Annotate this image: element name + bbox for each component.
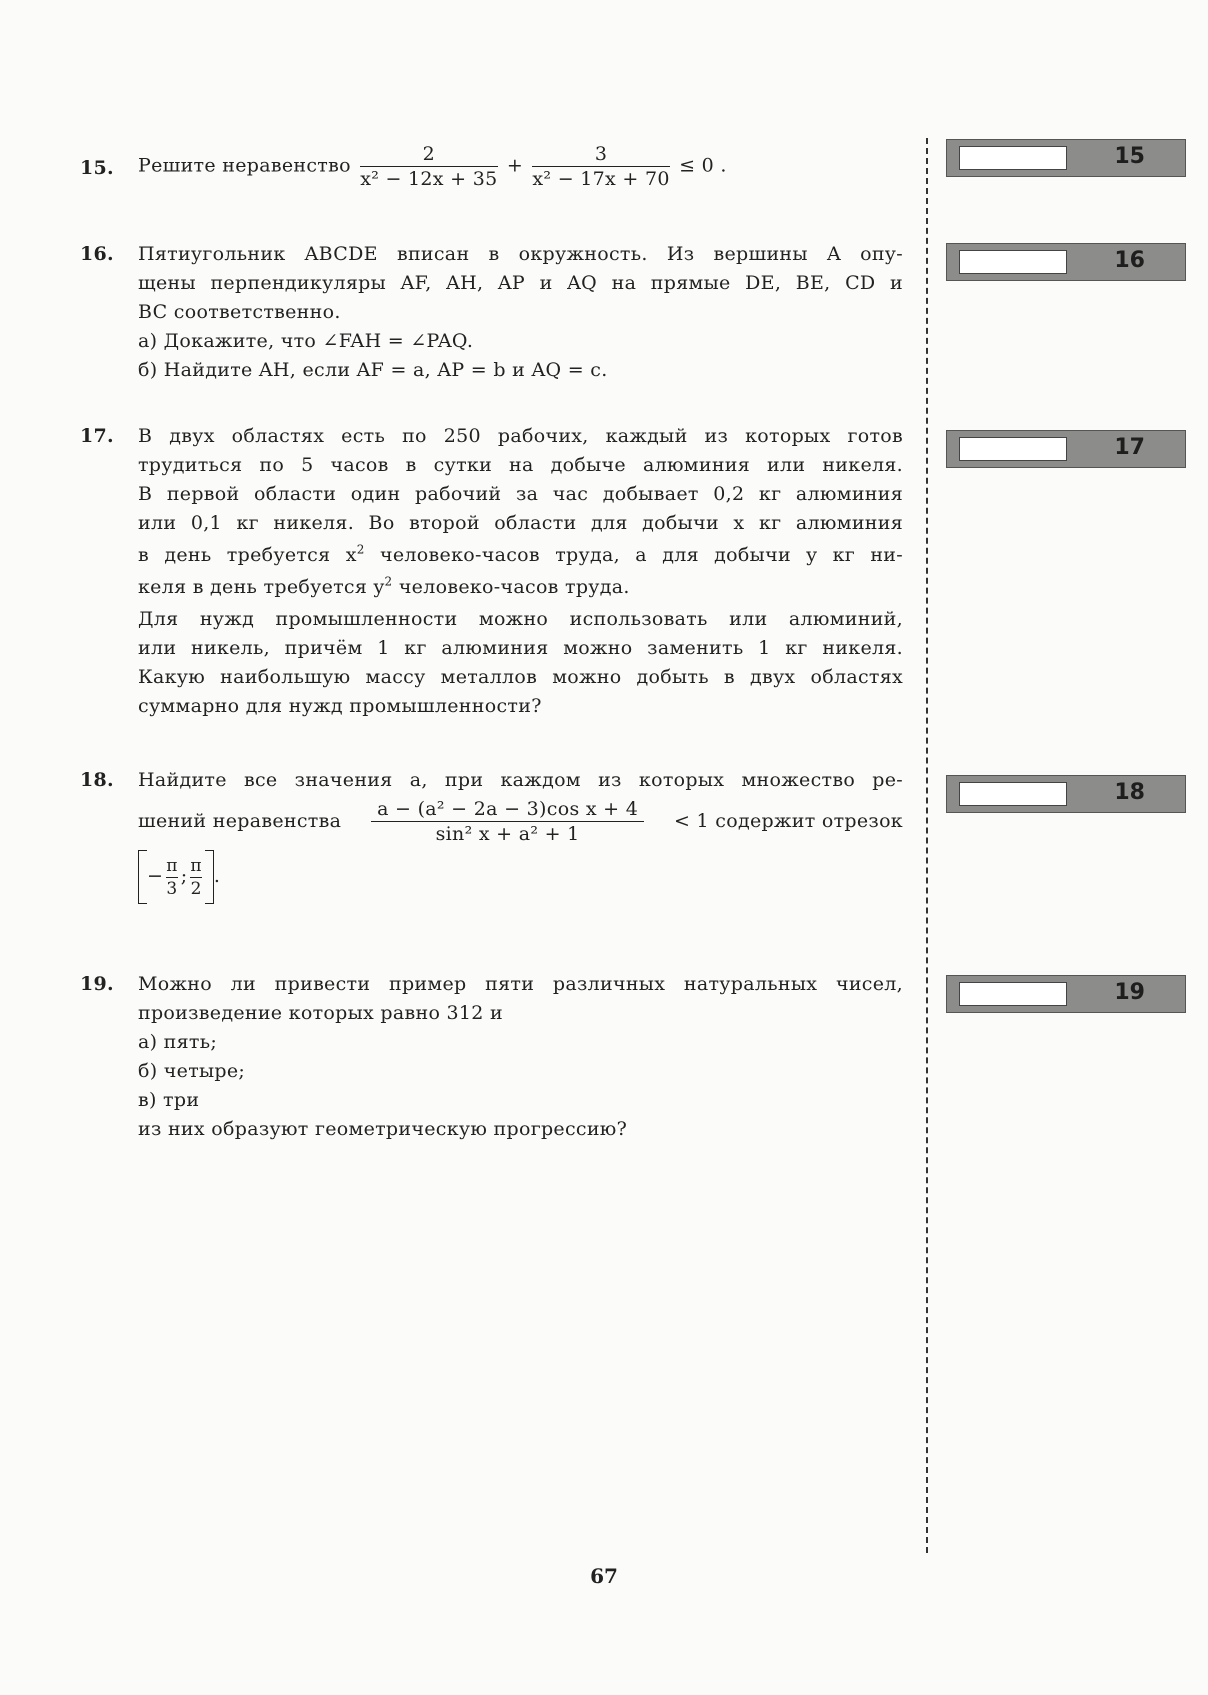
answer-box-16 [946, 243, 1186, 281]
problem-number: 15. [80, 157, 114, 179]
fraction-2 [532, 142, 669, 191]
exponent: 2 [384, 574, 393, 589]
problem-number: 19. [80, 973, 114, 995]
page-number: 67 [590, 1564, 618, 1588]
inequality-line [138, 797, 903, 846]
answer-field[interactable] [959, 250, 1067, 274]
problem-number: 17. [80, 425, 114, 447]
fraction-denominator: x² − 12x + 35 [360, 168, 498, 190]
problem-line: Для нужд промышленности можно использовать или алюминий, [138, 608, 903, 630]
fraction-numerator: π [190, 855, 202, 876]
interval-right [190, 855, 201, 900]
exponent: 2 [356, 542, 365, 557]
fraction-1 [360, 142, 497, 191]
interval-left [166, 855, 177, 900]
inequality-fraction [371, 797, 644, 846]
fraction-numerator: 2 [422, 143, 436, 165]
problem-body [138, 240, 903, 385]
text-fragment: человеко-часов труда. [392, 576, 630, 598]
problem-body [138, 766, 903, 904]
problem-body [138, 970, 903, 1144]
problem-line: Найдите все значения a, при каждом из которых множество ре- [138, 769, 903, 791]
problem-line: BC соответственно. [138, 301, 341, 323]
left-bracket [138, 850, 147, 904]
problem-line [138, 573, 903, 602]
part-a: а) Докажите, что ∠FAH = ∠PAQ. [138, 330, 474, 352]
problem-line [138, 541, 903, 570]
text-fragment: шений неравенства [138, 810, 342, 832]
answer-box-label: 18 [1114, 780, 1145, 805]
fraction-numerator: a − (a² − 2a − 3)cos x + 4 [377, 798, 639, 820]
fraction-denominator: 3 [166, 878, 178, 899]
problem-body [138, 422, 903, 721]
answer-field[interactable] [959, 146, 1067, 170]
problem-line: Пятиугольник ABCDE вписан в окружность. Из вершины A опу- [138, 243, 903, 265]
answer-box-17 [946, 430, 1186, 468]
answer-field[interactable] [959, 782, 1067, 806]
answer-box-label: 19 [1114, 980, 1145, 1005]
problem-text: Решите неравенство [138, 154, 351, 177]
text-fragment: в день требуется x [138, 544, 357, 566]
right-bracket [205, 850, 214, 904]
problem-line: или никель, причём 1 кг алюминия можно заменить 1 кг никеля. [138, 637, 903, 659]
problem-line: В двух областях есть по 250 рабочих, каждый из которых готов [138, 425, 903, 447]
text-fragment: человеко-часов труда, а для добычи y кг ни- [364, 544, 903, 566]
problem-line: из них образуют геометрическую прогрессию? [138, 1118, 628, 1140]
separator: ; [180, 865, 188, 887]
answer-box-label: 17 [1114, 435, 1145, 460]
minus-sign: − [147, 865, 164, 887]
answer-box-label: 16 [1114, 248, 1145, 273]
part-c: в) три [138, 1089, 200, 1111]
text-fragment: келя в день требуется y [138, 576, 385, 598]
problem-body [138, 142, 903, 191]
problem-line: Можно ли привести пример пяти различных натуральных чисел, [138, 973, 903, 995]
problem-line: трудиться по 5 часов в сутки на добыче алюминия или никеля. [138, 454, 903, 476]
answer-field[interactable] [959, 982, 1067, 1006]
text-fragment: < 1 содержит отрезок [673, 810, 903, 832]
fraction-denominator: x² − 17x + 70 [532, 168, 670, 190]
problem-number: 18. [80, 769, 114, 791]
answer-box-18 [946, 775, 1186, 813]
problem-line: щены перпендикуляры AF, AH, AP и AQ на прямые DE, BE, CD и [138, 272, 903, 294]
part-b: б) четыре; [138, 1060, 246, 1082]
problem-line: суммарно для нужд промышленности? [138, 695, 542, 717]
period: . [213, 865, 221, 887]
part-a: а) пять; [138, 1031, 218, 1053]
fraction-numerator: π [166, 855, 178, 876]
problem-line: В первой области один рабочий за час добывает 0,2 кг алюминия [138, 483, 903, 505]
answer-box-19 [946, 975, 1186, 1013]
answer-box-15 [946, 139, 1186, 177]
problem-line: или 0,1 кг никеля. Во второй области для добычи x кг алюминия [138, 512, 903, 534]
answer-field[interactable] [959, 437, 1067, 461]
fraction-numerator: 3 [594, 143, 608, 165]
fraction-denominator: sin² x + a² + 1 [371, 821, 644, 846]
problem-line: произведение которых равно 312 и [138, 1002, 503, 1024]
plus-sign: + [506, 154, 524, 177]
fraction-denominator: 2 [190, 878, 202, 899]
problem-line: Какую наибольшую массу металлов можно добыть в двух областях [138, 666, 903, 688]
relation: ≤ 0 . [679, 154, 727, 177]
answer-box-label: 15 [1114, 144, 1145, 169]
cut-line [926, 138, 928, 1553]
problem-number: 16. [80, 243, 114, 265]
interval [138, 850, 903, 904]
part-b: б) Найдите AH, если AF = a, AP = b и AQ = c. [138, 359, 608, 381]
